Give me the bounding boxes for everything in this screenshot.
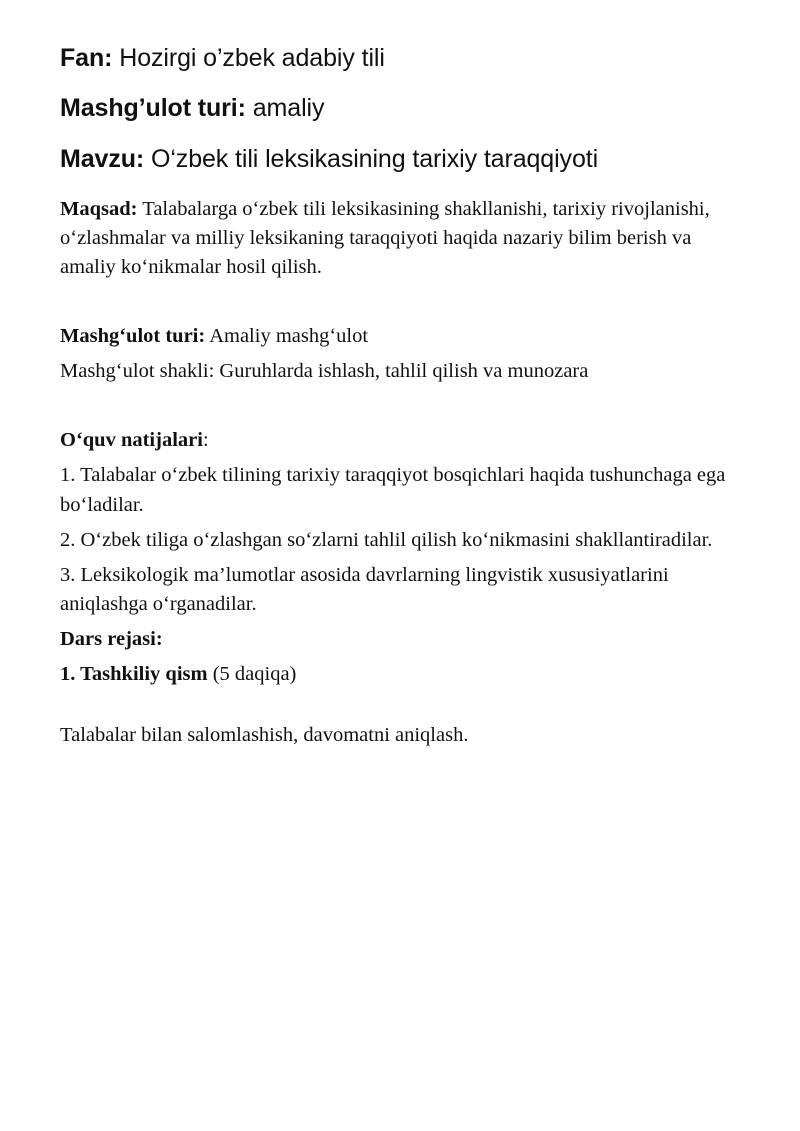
mashgulot-turi-value: Amaliy mashg‘ulot	[209, 325, 369, 348]
step-1-label: 1. Tashkiliy qism	[60, 663, 208, 686]
oquv-natijalari-colon: :	[202, 429, 209, 452]
paragraph-mashgulot-shakli: Mashg‘ulot shakli: Guruhlarda ishlash, tahlil qilish va munozara	[60, 360, 589, 383]
dars-rejasi-step-1	[60, 660, 740, 689]
maqsad-text: Talabalarga o‘zbek tili leksikasining shakllanishi, tarixiy rivojlanishi, o‘zlashmalar va milliy leksikaning taraqqiyoti haqida nazariy bilim berish va amaliy ko‘nikmalar hosil qilish.	[60, 197, 710, 278]
heading-mashgulot-turi-label: Mashg’ulot turi:	[60, 94, 246, 123]
heading-dars-rejasi	[60, 625, 740, 654]
mashgulot-turi-label: Mashg‘ulot turi:	[60, 325, 206, 348]
heading-fan-label: Fan:	[60, 44, 113, 72]
paragraph-mashgulot-turi	[60, 322, 740, 351]
heading-fan-value: Hozirgi o’zbek adabiy tili	[119, 44, 385, 72]
dars-rejasi-label: Dars rejasi:	[60, 627, 163, 650]
heading-mashgulot-turi	[60, 90, 740, 126]
dars-rejasi-step-1-body: Talabalar bilan salomlashish, davomatni aniqlash.	[60, 724, 469, 747]
heading-mavzu-label: Mavzu:	[60, 144, 145, 173]
step-1-duration: (5 daqiqa)	[212, 663, 297, 686]
list-item: 3. Leksikologik ma’lumotlar asosida davrlarning lingvistik xususiyatlarini aniqlashga o‘rganadilar.	[60, 563, 669, 615]
heading-mashgulot-turi-value: amaliy	[252, 94, 325, 123]
heading-oquv-natijalari	[60, 426, 740, 455]
spacer	[60, 695, 740, 721]
list-item: 1. Talabalar o‘zbek tilining tarixiy taraqqiyot bosqichlari haqida tushunchaga ega bo‘ladilar.	[60, 464, 726, 516]
maqsad-label: Maqsad:	[60, 197, 138, 220]
heading-mavzu-value: O‘zbek tili leksikasining tarixiy taraqqiyoti	[151, 144, 599, 173]
heading-mavzu	[60, 141, 740, 177]
list-item: 2. O‘zbek tiliga o‘zlashgan so‘zlarni tahlil qilish ko‘nikmasini shakllantiradilar.	[60, 528, 713, 551]
oquv-natijalari-label: O‘quv natijalari	[60, 429, 203, 452]
heading-fan	[60, 40, 740, 76]
spacer	[60, 288, 740, 322]
paragraph-maqsad	[60, 195, 740, 282]
spacer	[60, 392, 740, 426]
